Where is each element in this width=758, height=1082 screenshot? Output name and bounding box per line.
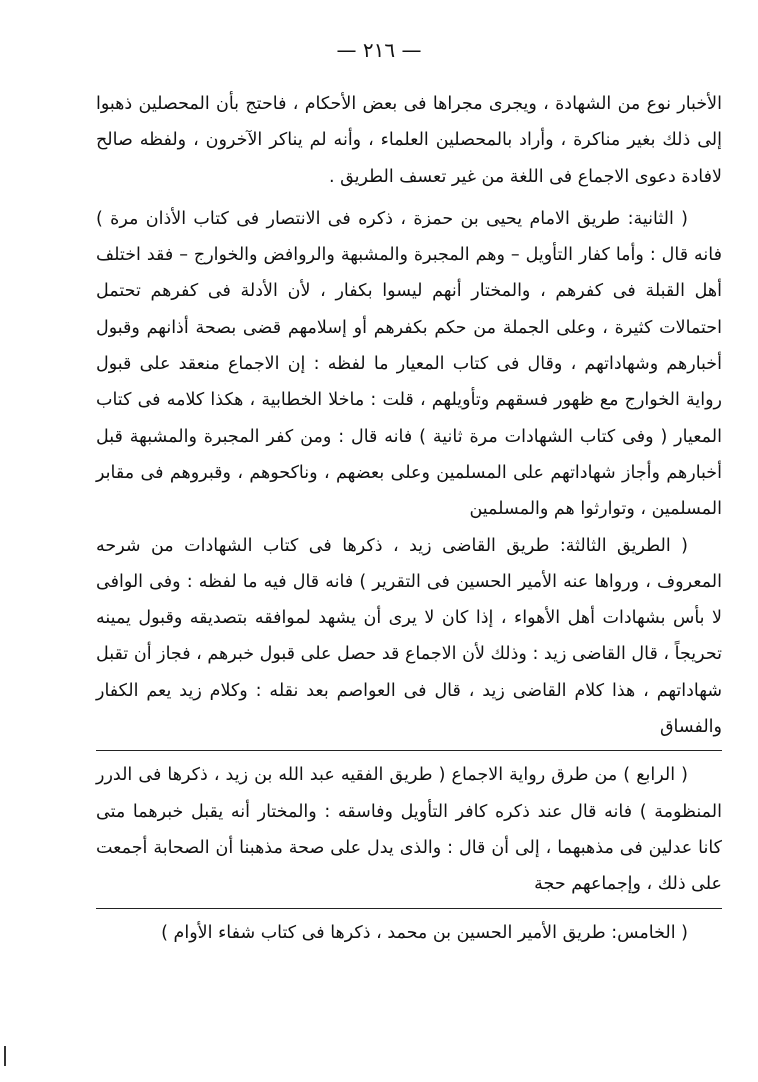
section-divider bbox=[96, 750, 722, 751]
section-divider-2 bbox=[96, 908, 722, 909]
paragraph-third-path: ( الطريق الثالثة: طريق القاضى زيد ، ذكرها فى كتاب الشهادات من شرحه المعروف ، ورواها عنه الأمير الحسين فى التقرير ) فانه قال فيه ما لفظه : وفى الوافى لا بأس بشهادات أهل الأهواء ، إذا كان لا يرى أن يشهد لموافقه بتصديقه وقبول يمينه تحريجاً ، قال القاضى زيد : وذلك لأن الاجماع قد حصل على قبول خبرهم ، فجاز أن تقبل شهاداتهم ، هذا كلام القاضى زيد ، قال فى العواصم بعد نقله : وكلام زيد يعم الكفار والفساق bbox=[96, 535, 722, 738]
paragraph-fourth-path: ( الرابع ) من طرق رواية الاجماع ( طريق الفقيه عبد الله بن زيد ، ذكرها فى الدرر المنظومة ) فانه قال عند ذكره كافر التأويل وفاسقه : والمختار أنه يقبل خبرهما متى كانا عدلين فى مذهبهما ، إلى أن قال : والذى يدل على صحة مذهبنا أن الصحابة أجمعت على ذلك ، وإجماعهم حجة bbox=[96, 765, 722, 895]
paragraph-fifth-path: ( الخامس: طريق الأمير الحسين بن محمد ، ذكرها فى كتاب شفاء الأوام ) bbox=[161, 922, 688, 943]
page-body bbox=[96, 86, 722, 951]
page-number: — ٢١٦ — bbox=[336, 38, 422, 62]
scan-edge-mark bbox=[4, 1046, 6, 1066]
paragraph-second-path: ( الثانية: طريق الامام يحيى بن حمزة ، ذكره فى الانتصار فى كتاب الأذان مرة ) فانه قال : وأما كفار التأويل – وهم المجبرة والمشبهة والروافض والخوارج – فقد اختلف أهل القبلة فى كفرهم ، والمختار أنهم ليسوا بكفار ، لأن الأدلة فى كفرهم تحتمل احتمالات كثيرة ، وعلى الجملة من حكم بكفرهم أو إسلامهم قضى بصحة أذانهم وقبول أخبارهم وشهاداتهم ، وقال فى كتاب المعيار ما لفظه : إن الاجماع منعقد على قبول رواية الخوارج مع ظهور فسقهم وتأويلهم ، قلت : ماخلا الخطابية ، هكذا كلامه فى كتاب المعيار ( وفى كتاب الشهادات مرة ثانية ) فانه قال : ومن كفر المجبرة والمشبهة قبل أخبارهم وأجاز شهاداتهم على المسلمين وعلى بعضهم ، وناكحوهم ، وقبروهم فى مقابر المسلمين ، وتوارثوا هم والمسلمين bbox=[96, 208, 722, 520]
paragraph-intro: الأخبار نوع من الشهادة ، ويجرى مجراها فى بعض الأحكام ، فاحتج بأن المحصلين ذهبوا إلى ذلك بغير مناكرة ، وأراد بالمحصلين العلماء ، وأنه لم يناكر الآخرون ، ولفظه صالح لافادة دعوى الاجماع فى اللغة من غير تعسف الطريق . bbox=[96, 94, 722, 187]
